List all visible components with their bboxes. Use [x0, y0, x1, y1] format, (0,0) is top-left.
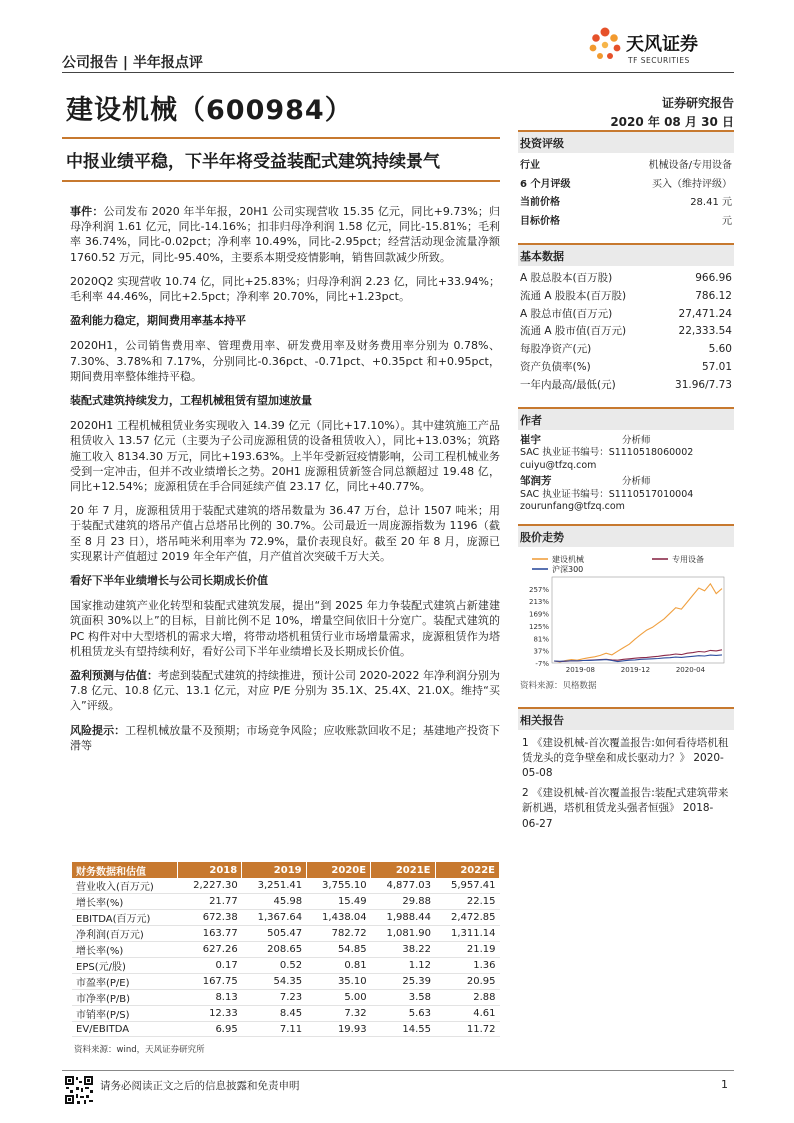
x-tick-label: 2019-08	[565, 665, 596, 674]
table-cell: 1,988.44	[371, 910, 435, 926]
sidebar	[518, 130, 734, 834]
related-report: 2 《建设机械-首次覆盖报告:装配式建筑带来新机遇，塔机租赁龙头强者恒强》 2018-06-27	[522, 786, 729, 830]
qr-code-icon	[64, 1075, 94, 1105]
event-label: 事件：	[70, 205, 104, 218]
basic-data-row	[518, 288, 734, 306]
table-cell: EPS(元/股)	[72, 958, 177, 974]
table-row	[72, 910, 500, 926]
table-cell: 1,438.04	[306, 910, 370, 926]
table-cell: 14.55	[371, 1022, 435, 1037]
table-cell: 5.00	[306, 990, 370, 1006]
main-body	[70, 204, 500, 762]
y-tick-label: 37%	[533, 647, 549, 656]
table-source: 资料来源：wind，天风证券研究所	[74, 1045, 205, 1055]
table-cell: 1,081.90	[371, 926, 435, 942]
report-type: 证券研究报告	[661, 96, 734, 110]
risk-text: 工程机械放量不及预期；市场竞争风险；应收账款回收不足；基建地产投资下滑等	[70, 723, 501, 752]
table-cell: 19.93	[306, 1022, 370, 1037]
table-cell: 增长率(%)	[72, 894, 177, 910]
chart-section-title: 股价走势	[518, 524, 734, 547]
event-paragraph	[70, 204, 500, 265]
table-cell: 市盈率(P/E)	[72, 974, 177, 990]
table-cell: 7.11	[242, 1022, 306, 1037]
table-cell: 25.39	[371, 974, 435, 990]
tf-logo-icon	[588, 22, 622, 66]
author-email: zourunfang@tfzq.com	[520, 501, 625, 513]
table-cell: 167.75	[177, 974, 241, 990]
section-heading-2: 装配式建筑持续发力，工程机械租赁有望加速放量	[70, 394, 312, 408]
table-cell: 12.33	[177, 1006, 241, 1022]
table-cell: 5,957.41	[435, 878, 499, 894]
table-cell: 22.15	[435, 894, 499, 910]
basic-data-value: 22,333.54	[678, 325, 732, 338]
table-cell: 3,251.41	[242, 878, 306, 894]
table-row	[72, 1006, 500, 1022]
table-cell: 7.23	[242, 990, 306, 1006]
table-cell: 0.81	[306, 958, 370, 974]
author-sac: SAC 执业证书编号：S1110517010004	[520, 488, 694, 500]
table-cell: 增长率(%)	[72, 942, 177, 958]
basic-data-row	[518, 377, 734, 395]
report-date: 2020 年 08 月 30 日	[610, 115, 734, 129]
forecast-text: 考虑到装配式建筑的持续推进，预计公司 2020-2022 年净利润分别为 7.8 亿元、10.8 亿元、13.1 亿元，对应 P/E 分别为 35.1X、25.4X、21.0X。维持“买入”评级。	[70, 669, 501, 713]
table-cell: 8.45	[242, 1006, 306, 1022]
table-row	[72, 1022, 500, 1037]
section-heading-3: 看好下半年业绩增长与公司长期成长价值	[70, 574, 268, 588]
basic-data-row	[518, 341, 734, 359]
basic-data-row	[518, 270, 734, 288]
table-row	[72, 974, 500, 990]
table-row	[72, 894, 500, 910]
table-cell: 营业收入(百万元)	[72, 878, 177, 894]
logo-text-cn: 天风证券	[626, 34, 698, 55]
table-cell: 1,311.14	[435, 926, 499, 942]
table-cell: 2,227.30	[177, 878, 241, 894]
table-cell: 6.95	[177, 1022, 241, 1037]
table-cell: 1.36	[435, 958, 499, 974]
table-cell: 7.32	[306, 1006, 370, 1022]
related-report: 1 《建设机械-首次覆盖报告:如何看待塔机租赁龙头的竞争壁垒和成长驱动力？》 2020-05-08	[522, 736, 729, 780]
basic-data-value: 57.01	[701, 360, 732, 373]
table-cell: 54.35	[242, 974, 306, 990]
author-role: 分析师	[622, 476, 651, 488]
basic-data-key: 每股净资产(元)	[520, 343, 592, 356]
table-cell: 54.85	[306, 942, 370, 958]
table-cell: 0.52	[242, 958, 306, 974]
forecast-label: 盈利预测与估值：	[70, 669, 159, 683]
basic-data-row	[518, 359, 734, 377]
table-row	[72, 942, 500, 958]
rating-key: 目标价格	[520, 215, 560, 227]
legend-label: 沪深300	[552, 564, 584, 574]
author-email: cuiyu@tfzq.com	[520, 459, 597, 471]
rating-key: 6 个月评级	[520, 178, 571, 190]
table-cell: 5.63	[371, 1006, 435, 1022]
rating-value: 机械设备/专用设备	[648, 160, 732, 171]
x-tick-label: 2020-04	[675, 665, 706, 674]
table-cell: 市销率(P/S)	[72, 1006, 177, 1022]
author-sac: SAC 执业证书编号：S1110518060002	[520, 447, 694, 459]
basic-data-row	[518, 306, 734, 324]
author-entry	[518, 434, 734, 473]
rating-section-title: 投资评级	[518, 130, 734, 153]
table-cell: 11.72	[435, 1022, 499, 1037]
author-name-line	[518, 434, 734, 448]
table-cell: 0.17	[177, 958, 241, 974]
related-section-title: 相关报告	[518, 707, 734, 730]
q2-paragraph: 2020Q2 实现营收 10.74 亿，同比+25.83%；归母净利润 2.23 亿，同比+33.94%；毛利率 44.46%，同比+2.5pct；净利率 20.70%，同比+1.23pct。	[70, 274, 500, 304]
y-tick-label: 125%	[528, 622, 549, 631]
table-cell: 627.26	[177, 942, 241, 958]
report-category: 公司报告 | 半年报点评	[62, 55, 203, 71]
paragraph-1: 2020H1，公司销售费用率、管理费用率、研发费用率及财务费用率分别为 0.78%、7.30%、3.78%和 7.17%，分别同比-0.36pct、-0.71pct、+0.35pct 和+0.95pct，期间费用率整体维持平稳。	[70, 339, 500, 383]
financial-table	[72, 862, 500, 1037]
table-cell: 1,367.64	[242, 910, 306, 926]
related-list	[518, 734, 734, 834]
table-row	[72, 878, 500, 894]
rating-value: 买入（维持评级）	[652, 178, 732, 190]
table-cell: EV/EBITDA	[72, 1022, 177, 1037]
financial-table-header	[72, 862, 500, 878]
author-list	[518, 434, 734, 514]
rating-row	[518, 176, 734, 195]
table-cell: 45.98	[242, 894, 306, 910]
page-number: 1	[721, 1078, 728, 1091]
x-tick-label: 2019-12	[620, 665, 651, 674]
basic-data-value: 786.12	[695, 289, 732, 302]
section-heading-1: 盈利能力稳定，期间费用率基本持平	[70, 314, 246, 328]
rating-row	[518, 157, 734, 176]
table-cell: 505.47	[242, 926, 306, 942]
table-header-cell: 2021E	[371, 862, 435, 878]
basic-data-key: 流通 A 股股本(百万股)	[520, 289, 627, 302]
table-cell: 2,472.85	[435, 910, 499, 926]
paragraph-2: 2020H1 工程机械租赁业务实现收入 14.39 亿元（同比+17.10%）。其中建筑施工产品租赁收入 13.57 亿元（主要为子公司庞源租赁的设备租赁收入），同比+13.03%；筑路施工收入 8134.30 万元，同比+193.63%。上半年受新冠疫情影响，公司工程机械业务受到一定冲击，但并不改业绩增长之势。20H1 庞源租赁新签合同总额超过 19.48 亿，同比+12.54%；庞源租赁在手合同延续产值 23.17 亿，同比+40.77%。	[70, 419, 500, 494]
table-cell: 1.12	[371, 958, 435, 974]
basic-data-value: 31.96/7.73	[675, 378, 732, 391]
logo-text-en: TF SECURITIES	[628, 56, 690, 65]
event-text: 公司发布 2020 年半年报，20H1 公司实现营收 15.35 亿元，同比+9.73%；归母净利润 1.61 亿元，同比-14.16%；扣非归母净利润 1.58 亿元，同比-15.81%；毛利率 36.74%，同比-0.02pct；净利率 10.49%，同比-2.95pct；经营活动现金流量净额 1760.52 万元，同比-95.40%，主要系本期受疫情影响，销售回款减少所致。	[70, 205, 500, 264]
author-role: 分析师	[622, 434, 651, 446]
rating-value: 元	[722, 215, 732, 227]
header-rule	[62, 72, 734, 73]
table-row	[72, 958, 500, 974]
paragraph-3: 20 年 7 月，庞源租赁用于装配式建筑的塔吊数量为 36.47 万台，总计 1507 吨米；用于装配式建筑的塔吊产值占总塔吊比例的 30.7%。公司最近一周庞源指数为 1196（截至 8 月 23 日），塔吊吨米利用率为 72.9%，量价表现良好。截至 20 年 8 月，庞源已实现累计产值超过 2019 年全年产值，月产值首次突破千万大关。	[70, 504, 500, 563]
rating-key: 当前价格	[520, 197, 560, 208]
rating-key: 行业	[520, 160, 540, 171]
basic-section-title: 基本数据	[518, 243, 734, 266]
basic-data-value: 966.96	[695, 272, 732, 284]
basic-data-list	[518, 270, 734, 395]
author-section-title: 作者	[518, 407, 734, 430]
table-header-cell: 2019	[242, 862, 306, 878]
logo	[588, 22, 738, 68]
title-rule-top	[62, 137, 500, 139]
author-name: 崔宇	[520, 433, 541, 446]
basic-data-key: 一年内最高/最低(元)	[520, 378, 616, 391]
table-cell: 15.49	[306, 894, 370, 910]
table-cell: 3,755.10	[306, 878, 370, 894]
table-cell: 35.10	[306, 974, 370, 990]
basic-data-key: 流通 A 股市值(百万元)	[520, 325, 627, 338]
legend-label: 建设机械	[552, 554, 584, 564]
price-chart	[518, 551, 734, 677]
basic-data-row	[518, 323, 734, 341]
table-cell: 2.88	[435, 990, 499, 1006]
y-tick-label: 213%	[528, 597, 549, 606]
table-cell: 21.77	[177, 894, 241, 910]
rating-value: 28.41 元	[690, 197, 732, 208]
table-row	[72, 926, 500, 942]
basic-data-key: 资产负债率(%)	[520, 360, 591, 373]
y-tick-label: -7%	[535, 659, 549, 668]
price-chart-svg	[518, 551, 734, 677]
disclaimer-text: 请务必阅读正文之后的信息披露和免责申明	[100, 1080, 300, 1092]
table-header-cell: 2022E	[435, 862, 499, 878]
chart-frame	[552, 577, 724, 663]
paragraph-4: 国家推动建筑产业化转型和装配式建筑发展，提出“到 2025 年力争装配式建筑占新建建筑面积 30%以上”的目标，目前比例不足 10%，增量空间依旧十分宽广。装配式建筑的 PC 构件对中大型塔机的需求大增，将带动塔机租赁行业市场增量需求，庞源租赁作为塔机租赁龙头有望持续利好，看好公司下半年业绩增长及长期成长价值。	[70, 599, 500, 658]
risk-paragraph	[70, 723, 500, 753]
rating-row	[518, 213, 734, 232]
table-cell: 4.61	[435, 1006, 499, 1022]
chart-source: 资料来源：贝格数据	[520, 680, 597, 691]
author-entry	[518, 475, 734, 514]
table-row	[72, 990, 500, 1006]
legend-label: 专用设备	[672, 554, 704, 564]
table-cell: 38.22	[371, 942, 435, 958]
table-cell: 782.72	[306, 926, 370, 942]
author-name-line	[518, 475, 734, 489]
rating-row	[518, 194, 734, 213]
table-header-cell: 2018	[177, 862, 241, 878]
table-cell: 净利润(百万元)	[72, 926, 177, 942]
risk-label: 风险提示：	[70, 723, 126, 737]
table-cell: 4,877.03	[371, 878, 435, 894]
basic-data-value: 27,471.24	[678, 307, 732, 320]
basic-data-key: A 股总市值(百万元)	[520, 307, 613, 320]
table-cell: 163.77	[177, 926, 241, 942]
forecast-paragraph	[70, 668, 500, 714]
basic-data-key: A 股总股本(百万股)	[520, 272, 613, 284]
company-name: 建设机械（600984）	[66, 95, 353, 126]
y-tick-label: 257%	[528, 585, 549, 594]
table-cell: 8.13	[177, 990, 241, 1006]
footer-rule	[62, 1070, 734, 1071]
rating-list	[518, 157, 734, 231]
y-tick-label: 81%	[533, 634, 549, 643]
table-cell: EBITDA(百万元)	[72, 910, 177, 926]
author-name: 邹润芳	[520, 475, 552, 488]
basic-data-value: 5.60	[708, 343, 732, 356]
report-title: 中报业绩平稳，下半年将受益装配式建筑持续景气	[66, 152, 440, 172]
table-cell: 20.95	[435, 974, 499, 990]
series-line	[554, 583, 722, 661]
title-rule-bottom	[62, 180, 500, 182]
table-cell: 21.19	[435, 942, 499, 958]
table-cell: 3.58	[371, 990, 435, 1006]
table-header-cell: 2020E	[306, 862, 370, 878]
table-header-cell: 财务数据和估值	[72, 862, 177, 878]
table-cell: 672.38	[177, 910, 241, 926]
table-cell: 市净率(P/B)	[72, 990, 177, 1006]
table-cell: 208.65	[242, 942, 306, 958]
table-cell: 29.88	[371, 894, 435, 910]
y-tick-label: 169%	[528, 610, 549, 619]
qr-code	[64, 1075, 94, 1105]
